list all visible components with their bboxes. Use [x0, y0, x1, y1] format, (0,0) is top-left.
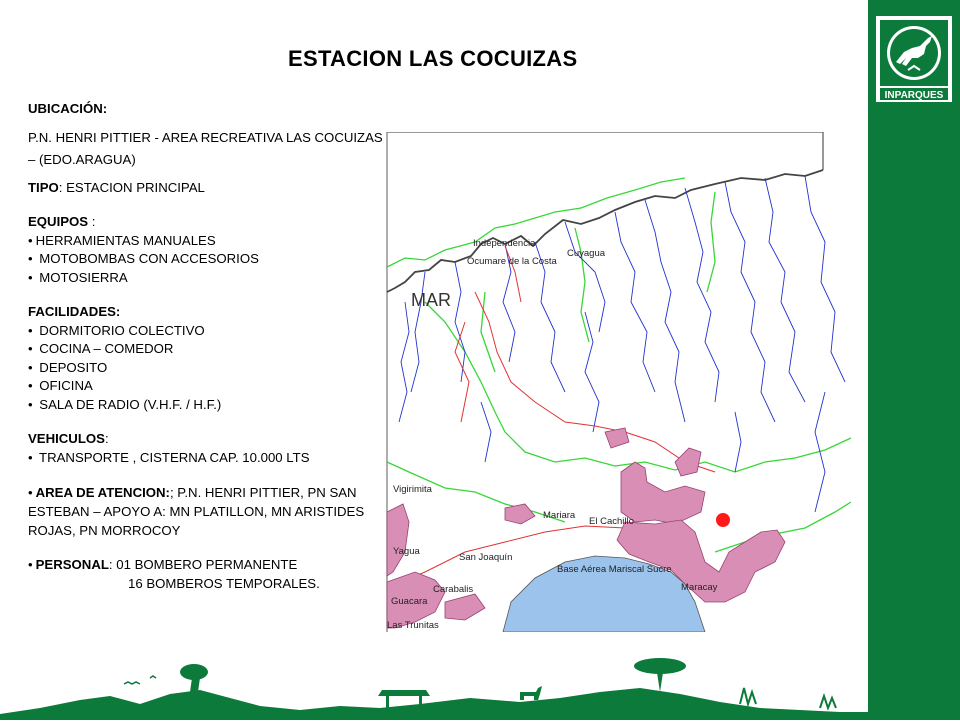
brand-sidebar — [868, 0, 960, 720]
bird-icon — [124, 682, 140, 684]
station-marker — [716, 513, 730, 527]
equipos-item: • MOTOBOMBAS CON ACCESORIOS — [28, 250, 388, 269]
equipos-item: • MOTOSIERRA — [28, 269, 388, 288]
station-details — [28, 100, 388, 593]
place-label: Carabalis — [433, 584, 474, 595]
area-text: ; P.N. HENRI PITTIER, PN SAN ESTEBAN – APOYO A: MN PLATILLON, MN ARISTIDES ROJAS, PN MORROCOY — [28, 485, 365, 538]
place-label: Base Aérea Mariscal Sucre — [557, 564, 672, 575]
place-label: Ocumare de la Costa — [467, 256, 557, 267]
place-label: Yagua — [393, 546, 420, 557]
equipos-heading: EQUIPOS — [28, 214, 89, 229]
place-label: Mariara — [543, 510, 576, 521]
personal-line2: 16 BOMBEROS TEMPORALES. — [128, 575, 320, 591]
tipo-label: TIPO — [28, 179, 59, 195]
place-label: Guacara — [391, 596, 428, 607]
area-paragraph — [28, 483, 388, 540]
tipo-line — [28, 179, 388, 198]
facilidades-item: • OFICINA — [28, 377, 388, 396]
facilidades-heading: FACILIDADES: — [28, 304, 121, 319]
sea-label: MAR — [411, 290, 451, 310]
footer-landscape — [0, 648, 868, 720]
inparques-logo — [868, 12, 960, 104]
personal-line — [28, 556, 388, 575]
equipos-suffix: : — [88, 214, 96, 229]
vehiculos-suffix: : — [104, 431, 109, 446]
facilidades-item: • DORMITORIO COLECTIVO — [28, 322, 388, 341]
facilidades-item: • SALA DE RADIO (V.H.F. / H.F.) — [28, 396, 388, 415]
tipo-value: : ESTACION PRINCIPAL — [58, 179, 205, 195]
place-label: Vigirimita — [393, 484, 432, 495]
vehiculos-heading: VEHICULOS — [28, 431, 105, 446]
place-label: Maracay — [681, 582, 718, 593]
personal-line1: : 01 BOMBERO PERMANENTE — [108, 557, 298, 572]
page-title: ESTACION LAS COCUIZAS — [288, 46, 578, 71]
facilidades-item: • COCINA – COMEDOR — [28, 340, 388, 359]
ubicacion-heading: UBICACIÓN: — [28, 101, 108, 116]
personal-heading: PERSONAL — [35, 557, 109, 572]
location-map — [385, 132, 851, 632]
shelter-icon — [378, 690, 430, 696]
place-label: Cuyagua — [567, 248, 606, 259]
vehiculos-heading-line — [28, 430, 388, 449]
facilidades-item: • DEPOSITO — [28, 359, 388, 378]
place-label: San Joaquín — [459, 552, 513, 563]
place-label: Independencia — [473, 238, 536, 249]
equipos-item: • HERRAMIENTAS MANUALES — [28, 232, 388, 251]
place-label: El Cachillo — [589, 516, 634, 527]
ubicacion-text: P.N. HENRI PITTIER - AREA RECREATIVA LAS COCUIZAS – (EDO.ARAGUA) — [28, 129, 383, 167]
area-heading: AREA DE ATENCION: — [35, 485, 170, 500]
place-label: Las Trunitas — [387, 620, 439, 631]
deer-icon — [520, 686, 542, 700]
svg-text:INPARQUES: INPARQUES — [884, 90, 944, 101]
vehiculos-item: • TRANSPORTE , CISTERNA CAP. 10.000 LTS — [28, 449, 388, 468]
equipos-heading-line — [28, 213, 388, 232]
